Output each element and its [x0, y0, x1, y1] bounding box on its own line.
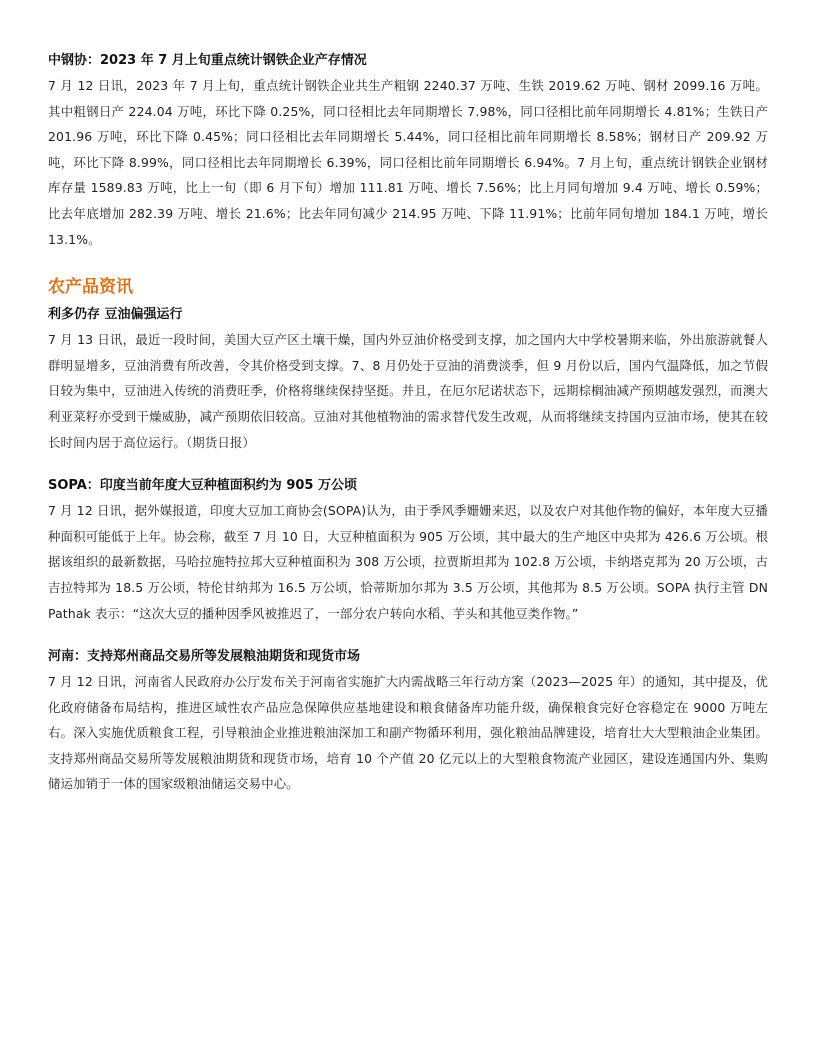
article-steel-inventory — [48, 50, 768, 252]
article-title: SOPA：印度当前年度大豆种植面积约为 905 万公顷 — [48, 478, 357, 494]
article-title: 河南：支持郑州商品交易所等发展粮油期货和现货市场 — [48, 649, 361, 665]
article-title: 中钢协：2023 年 7 月上旬重点统计钢铁企业产存情况 — [48, 53, 367, 68]
article-body: 7 月 12 日讯，据外媒报道，印度大豆加工商协会(SOPA)认为，由于季风季姗姗来迟，以及农户对其他作物的偏好，本年度大豆播种面积可能低于上年。协会称，截至 7 月 10 日，大豆种植面积为 905 万公顷，其中最大的生产地区中央邦为 426.6 万公顷。根据该组织的最新数据，马哈拉施特拉邦大豆种植面积为 308 万公顷，拉贾斯坦邦为 102.8 万公顷，卡纳塔克邦为 20 万公顷，古吉拉特邦为 18.5 万公顷，特伦甘纳邦为 16.5 万公顷，恰蒂斯加尔邦为 3.5 万公顷，其他邦为 8.5 万公顷。SOPA 执行主管 DN Pathak 表示：“这次大豆的播种因季风被推迟了，一部分农户转向水稻、芋头和其他豆类作物。” — [48, 503, 768, 621]
article-sopa-india — [48, 475, 768, 626]
section-heading-agri-news: 农产品资讯 — [48, 277, 133, 298]
article-body: 7 月 12 日讯，河南省人民政府办公厅发布关于河南省实施扩大内需战略三年行动方案（2023—2025 年）的通知，其中提及，优化政府储备布局结构，推进区域性农产品应急保障供应基地建设和粮食储备库功能升级，确保粮食完好仓容稳定在 9000 万吨左右。深入实施优质粮食工程，引导粮油企业推进粮油深加工和副产物循环利用，强化粮油品牌建设，培育壮大大型粮油企业集团。支持郑州商品交易所等发展粮油期货和现货市场，培育 10 个产值 20 亿元以上的大型粮食物流产业园区，建设连通国内外、集购储运加销于一体的国家级粮油储运交易中心。 — [48, 674, 768, 792]
article-body: 7 月 12 日讯，2023 年 7 月上旬，重点统计钢铁企业共生产粗钢 2240.37 万吨、生铁 2019.62 万吨、钢材 2099.16 万吨。其中粗钢日产 224.04 万吨，环比下降 0.25%，同口径相比去年同期增长 7.98%，同口径相比前年同期增长 4.81%；生铁日产 201.96 万吨，环比下降 0.45%；同口径相比去年同期增长 5.44%，同口径相比前年同期增长 8.58%；钢材日产 209.92 万吨，环比下降 8.99%，同口径相比去年同期增长 6.39%，同口径相比前年同期增长 6.94%。7 月上旬，重点统计钢铁企业钢材库存量 1589.83 万吨，比上一旬（即 6 月下旬）增加 111.81 万吨、增长 7.56%；比上月同旬增加 9.4 万吨、增长 0.59%；比去年底增加 282.39 万吨、增长 21.6%；比去年同旬减少 214.95 万吨、下降 11.91%；比前年同旬增加 184.1 万吨，增长 13.1%。 — [48, 78, 768, 247]
article-title: 利多仍存 豆油偏强运行 — [48, 307, 183, 323]
document-page — [48, 50, 768, 797]
article-henan-futures — [48, 646, 768, 797]
spacer — [48, 455, 768, 475]
spacer — [48, 626, 768, 646]
article-soybean-oil — [48, 304, 768, 455]
article-body: 7 月 13 日讯，最近一段时间，美国大豆产区土壤干燥，国内外豆油价格受到支撑，加之国内大中学校暑期来临，外出旅游就餐人群明显增多，豆油消费有所改善，令其价格受到支撑。7、8 月仍处于豆油的消费淡季，但 9 月份以后，国内气温降低，加之节假日较为集中，豆油进入传统的消费旺季，价格将继续保持坚挺。并且，在厄尔尼诺状态下，远期棕榈油减产预期越发强烈，而澳大利亚菜籽亦受到干燥威胁，减产预期依旧较高。豆油对其他植物油的需求替代发生改观，从而将继续支持国内豆油市场，使其在较长时间内居于高位运行。（期货日报） — [48, 332, 768, 450]
